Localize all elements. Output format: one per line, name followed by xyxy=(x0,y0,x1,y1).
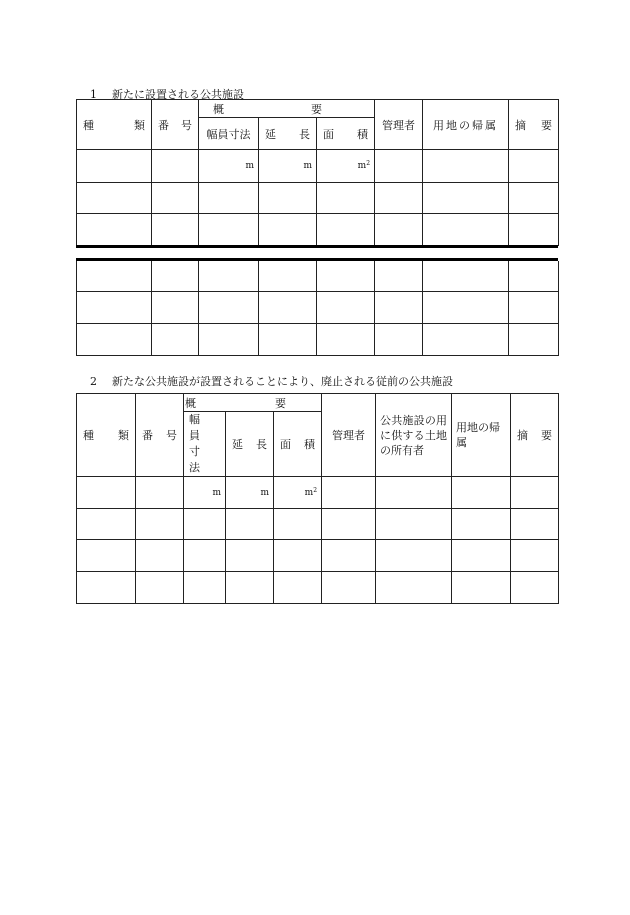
section2-table xyxy=(76,393,559,604)
unit-area-base: m xyxy=(304,487,314,498)
unit-area-sup: 2 xyxy=(313,486,318,494)
col-remarks-header: 摘 要 xyxy=(511,394,559,477)
table-row xyxy=(77,291,559,323)
col-manager-header: 管理者 xyxy=(322,394,376,477)
col-length-header: 延 長 xyxy=(259,118,317,150)
col-overview-header xyxy=(199,100,375,118)
table-row xyxy=(77,261,559,291)
cell xyxy=(152,150,199,183)
table-row xyxy=(77,183,559,214)
cell xyxy=(77,477,136,509)
cell xyxy=(136,477,184,509)
col-area-header: 面 積 xyxy=(317,118,375,150)
cell xyxy=(452,477,511,509)
col-width-header: 幅員寸法 xyxy=(199,118,259,150)
table-row xyxy=(77,540,559,572)
unit-length: m xyxy=(259,150,317,183)
unit-width: m xyxy=(199,150,259,183)
section2-number: 2 xyxy=(90,375,97,388)
unit-area-base: m xyxy=(357,161,367,171)
col-number-header: 番 号 xyxy=(152,100,199,150)
col-width-header: 幅員寸法 xyxy=(184,412,226,477)
table-row xyxy=(77,477,559,509)
overview-label: 概 要 xyxy=(213,102,360,116)
section1-title: 新たに設置される公共施設 xyxy=(112,88,244,101)
col-land-header: 用地の帰属 xyxy=(423,100,509,150)
col-length-header: 延 長 xyxy=(226,412,274,477)
cell xyxy=(376,477,452,509)
cell xyxy=(423,150,509,183)
table-row xyxy=(77,323,559,355)
section2-title: 新たな公共施設が設置されることにより、廃止される従前の公共施設 xyxy=(112,375,453,388)
cell xyxy=(77,150,152,183)
col-manager-header: 管理者 xyxy=(375,100,423,150)
unit-width: m xyxy=(184,477,226,509)
overview-label: 概 要 xyxy=(185,396,320,410)
col-kind-header: 種 類 xyxy=(77,100,152,150)
col-overview-header xyxy=(184,394,322,412)
break-line-top xyxy=(76,245,558,248)
cell xyxy=(322,477,376,509)
section2-heading xyxy=(90,373,453,389)
table-row xyxy=(77,509,559,540)
col-number-header: 番 号 xyxy=(136,394,184,477)
cell xyxy=(375,150,423,183)
col-land-header: 用地の帰属 xyxy=(452,394,511,477)
unit-area xyxy=(274,477,322,509)
unit-area-sup: 2 xyxy=(366,160,371,167)
col-kind-header: 種 類 xyxy=(77,394,136,477)
section1-number: 1 xyxy=(90,88,97,101)
unit-area xyxy=(317,150,375,183)
section1-table-top xyxy=(76,99,559,246)
cell xyxy=(511,477,559,509)
section1-table-bottom xyxy=(76,261,559,356)
col-area-header: 面 積 xyxy=(274,412,322,477)
col-owner-header: 公共施設の用に供する土地の所有者 xyxy=(376,394,452,477)
table-row xyxy=(77,572,559,604)
cell xyxy=(509,150,559,183)
unit-length: m xyxy=(226,477,274,509)
table-row xyxy=(77,214,559,246)
col-remarks-header: 摘 要 xyxy=(509,100,559,150)
table-row xyxy=(77,150,559,183)
